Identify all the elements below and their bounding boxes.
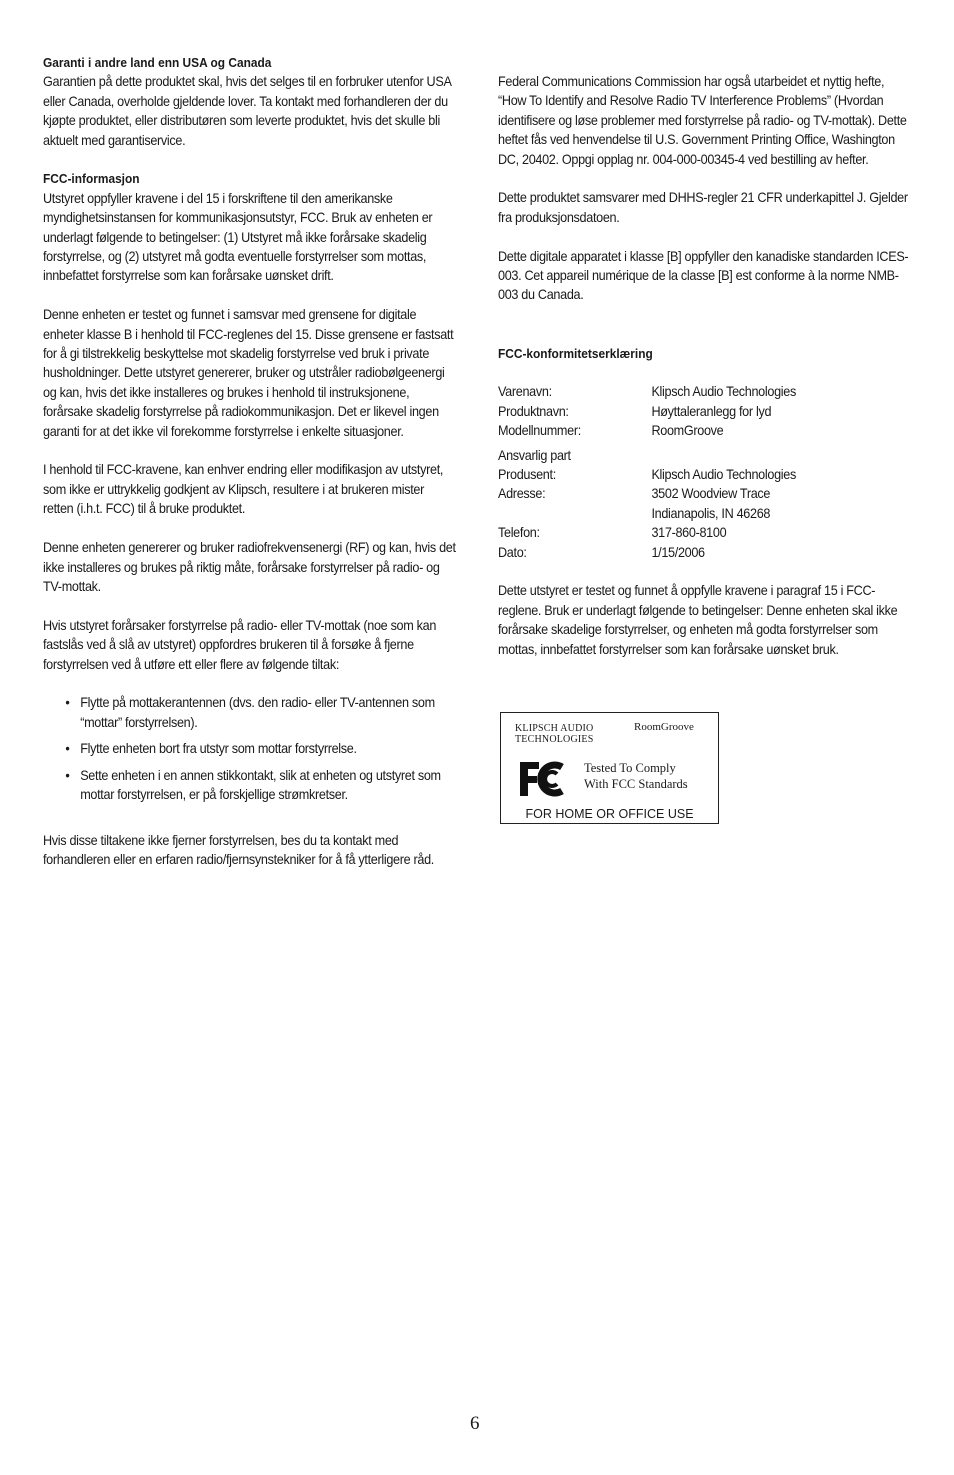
manufacturer-label: Produsent: xyxy=(498,467,556,483)
fcc-booklet-paragraph: Federal Communications Commission har også utarbeidet et nyttig hefte, “How To Identify and Resolve Radio TV Interference Problems” (Hvordan identifisere og løse problemer med forstyrrelse på radio- og TV-mottak). Dette heftet fås ved henvendelse til U.S. Government Printing Office, Washington DC, 20402. Oppgi opplag nr. 004-000-00345-4 ved bestilling av hefter. xyxy=(498,74,907,167)
address-line-2: Indianapolis, IN 46268 xyxy=(651,505,771,521)
right-column xyxy=(498,72,912,659)
spec-label: Varenavn: xyxy=(498,384,552,400)
label-footer: FOR HOME OR OFFICE USE xyxy=(525,807,694,821)
spec-value: RoomGroove xyxy=(651,423,724,439)
spec-label: Produktnavn: xyxy=(498,403,569,419)
label-tested-text: Tested To Comply With FCC Standards xyxy=(584,761,688,791)
warranty-heading: Garanti i andre land enn USA og Canada xyxy=(43,55,272,70)
fcc-paragraph-3: I henhold til FCC-kravene, kan enhver endring eller modifikasjon av utstyret, som ikke er uttrykkelig godkjent av Klipsch, resultere i at brukeren mister retten (i.h.t. FCC) til å bruke produktet. xyxy=(43,462,444,517)
canada-paragraph: Dette digitale apparatet i klasse [B] oppfyller den kanadiske standarden ICES-003. Cet appareil numérique de la classe [B] est conforme à la norme NMB-003 du Canada. xyxy=(498,248,909,303)
spec-label: Modellnummer: xyxy=(498,423,581,439)
spec-value: Klipsch Audio Technologies xyxy=(651,384,796,400)
date-label: Dato: xyxy=(498,544,527,560)
phone-label: Telefon: xyxy=(498,525,540,541)
spec-value: Høyttaleranlegg for lyd xyxy=(651,403,772,419)
left-column xyxy=(43,53,457,870)
address-line-1: 3502 Woodview Trace xyxy=(651,486,771,502)
responsible-party: Ansvarlig part xyxy=(498,447,571,463)
fcc-paragraph-2: Denne enheten er testet og funnet i samsvar med grensene for digitale enheter klasse B i henhold til FCC-reglenes del 15. Disse grensene er fastsatt for å gi tilstrekkelig beskyttelse mot skadelig forstyrrelse ved bruk i private husholdninger. Dette utstyret genererer, bruker og utstråler radiobølgeenergi og kan, hvis det ikke installeres og brukes i henhold til instruksjonene, forårsake skadelig forstyrrelse på radiokommunikasjon. Det er likevel ingen garanti for at det ikke vil forekomme forstyrrelse i enkelte situasjoner. xyxy=(43,307,454,439)
party-spec xyxy=(498,465,912,562)
fcc-paragraph-5: Hvis utstyret forårsaker forstyrrelse på radio- eller TV-mottak (noe som kan fastslås ved å slå av utstyret) oppfordres brukeren til å forsøke å fjerne forstyrrelsen ved å utføre ett eller flere av følgende tiltak: xyxy=(43,617,437,672)
page-number: 6 xyxy=(470,1413,480,1434)
fcc-paragraph-4: Denne enheten genererer og bruker radiofrekvensenergi (RF) og kan, hvis det ikke installeres og brukes på riktig måte, forårsake forstyrrelser på radio- og TV-mottak. xyxy=(43,540,456,594)
fcc-paragraph-1: Utstyret oppfyller kravene i del 15 i forskriftene til den amerikanske myndighetsinstansen for kommunikasjonsutstyr, FCC. Bruk av enheten er underlagt følgende to betingelser: (1) Utstyret må ikke forårsake skadelig forstyrrelse, og (2) utstyret må godta eventuelle forstyrrelser som mottas, innbefattet forstyrrelse som kan forårsake uønsket drift. xyxy=(43,190,433,284)
fcc-paragraph-6: Hvis disse tiltakene ikke fjerner forstyrrelsen, bes du ta kontakt med forhandleren eller en erfaren radio/fjernsynstekniker for å få ytterligere råd. xyxy=(43,832,434,868)
fcc-logo-icon xyxy=(517,759,569,799)
fcc-heading: FCC-informasjon xyxy=(43,171,140,187)
dhhs-paragraph: Dette produktet samsvarer med DHHS-regler 21 CFR underkapittel J. Gjelder fra produksjonsdatoen. xyxy=(498,190,908,225)
phone-value: 317-860-8100 xyxy=(651,525,727,541)
remedy-list xyxy=(43,693,457,804)
list-item: • Flytte enheten bort fra utstyr som mottar forstyrrelse. xyxy=(43,739,457,758)
list-item: • Flytte på mottakerantennen (dvs. den radio- eller TV-antennen som “mottar” forstyrrelsen). xyxy=(43,693,457,732)
label-model: RoomGroove xyxy=(634,721,694,733)
fcc-compliance-label xyxy=(500,712,719,824)
date-value: 1/15/2006 xyxy=(651,544,705,560)
conformity-paragraph: Dette utstyret er testet og funnet å oppfylle kravene i paragraf 15 i FCC-reglene. Bruk er underlagt følgende to betingelser: Denne enheten skal ikke forårsake skadelige forstyrrelser, og enheten må godta forstyrrelser som mottas, innbefattet forstyrrelser som kan forårsake uønsket bruk. xyxy=(498,583,898,657)
conformity-heading: FCC-konformitetserklæring xyxy=(498,345,653,361)
manufacturer-value: Klipsch Audio Technologies xyxy=(651,467,796,483)
warranty-text: Garantien på dette produktet skal, hvis det selges til en forbruker utenfor USA eller Canada, overholde gjeldende lover. Ta kontakt med forhandleren der du kjøpte produktet, eller distributøren som leverte produktet, hvis det skulle bli aktuelt med garantiservice. xyxy=(43,74,451,148)
label-brand: KLIPSCH AUDIO TECHNOLOGIES xyxy=(515,723,594,745)
address-label: Adresse: xyxy=(498,486,546,502)
product-spec xyxy=(498,382,912,440)
list-item: • Sette enheten i en annen stikkontakt, slik at enheten og utstyret som mottar forstyrrelsen, er på forskjellige strømkretser. xyxy=(43,766,457,805)
